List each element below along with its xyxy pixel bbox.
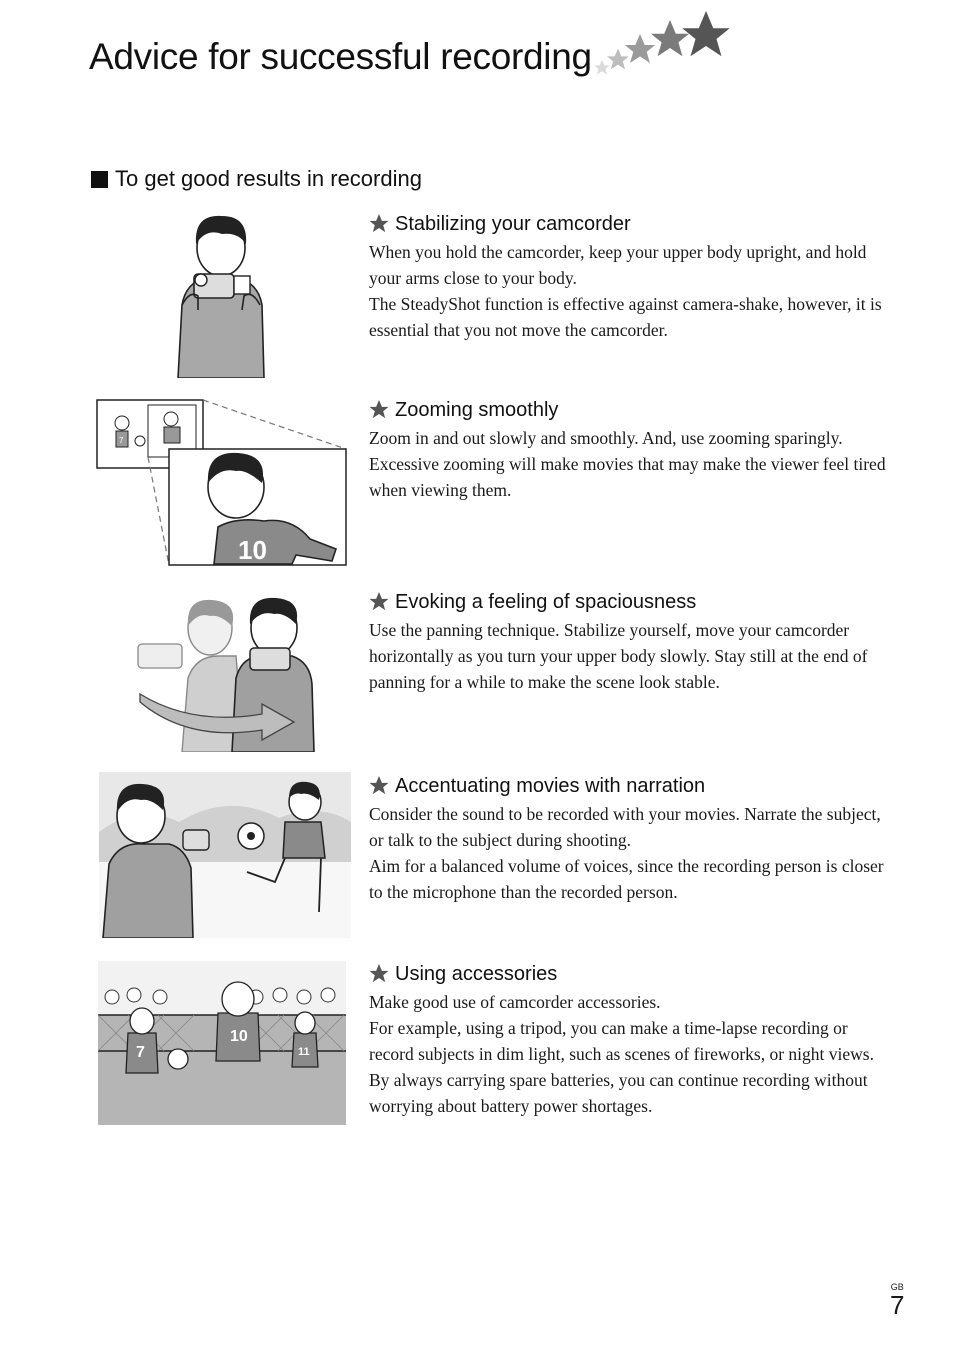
item-narration [369, 773, 889, 905]
jersey-10-large: 10 [238, 535, 267, 565]
section-heading-text: To get good results in recording [115, 166, 422, 191]
jersey-11-label: 11 [298, 1046, 310, 1058]
paragraph: Use the panning technique. Stabilize yourself, move your camcorder horizontally as you turn your upper body slowly. Stay still at the end of panning for a while to make the scene look stable. [369, 620, 868, 692]
square-bullet-icon [91, 171, 108, 188]
item-heading-text: Accentuating movies with narration [395, 774, 706, 797]
panning-illustration [132, 592, 316, 752]
title-stars-icon [590, 10, 735, 80]
jersey-7-small: 7 [119, 436, 124, 445]
item-heading-text: Zooming smoothly [395, 398, 559, 421]
item-heading-text: Using accessories [395, 962, 558, 985]
accessories-illustration [98, 961, 346, 1125]
item-heading [369, 211, 889, 237]
paragraph: For example, using a tripod, you can make a time-lapse recording or record subjects in dim light, such as scenes of fireworks, or night views. By always carrying spare batteries, you can continue recording without worrying about battery power shortages. [369, 1018, 874, 1116]
zooming-illustration [96, 399, 348, 567]
page-title: Advice for successful recording [89, 36, 592, 77]
star-icon [368, 213, 390, 235]
region-code: GB [890, 1282, 904, 1292]
paragraph: Consider the sound to be recorded with your movies. Narrate the subject, or talk to the subject during shooting. [369, 804, 881, 850]
item-zooming [369, 397, 889, 503]
stabilizing-illustration [176, 210, 266, 378]
section-heading [91, 166, 422, 192]
star-icon [368, 591, 390, 613]
paragraph: Zoom in and out slowly and smoothly. And, use zooming sparingly. Excessive zooming will make movies that may make the viewer feel tired when viewing them. [369, 428, 886, 500]
paragraph: Aim for a balanced volume of voices, since the recording person is closer to the microphone than the recorded person. [369, 856, 884, 902]
item-heading [369, 773, 889, 799]
item-stabilizing [369, 211, 889, 343]
item-spaciousness [369, 589, 889, 695]
item-heading [369, 397, 889, 423]
item-heading [369, 961, 889, 987]
paragraph: When you hold the camcorder, keep your upper body upright, and hold your arms close to your body. [369, 242, 867, 288]
item-heading-text: Stabilizing your camcorder [395, 212, 631, 235]
item-accessories [369, 961, 889, 1119]
jersey-10-label: 10 [230, 1028, 248, 1045]
page-footer [890, 1282, 904, 1318]
paragraph: The SteadyShot function is effective against camera-shake, however, it is essential that you not move the camcorder. [369, 294, 882, 340]
star-icon [368, 963, 390, 985]
narration-illustration [99, 772, 351, 938]
page-number: 7 [890, 1290, 905, 1320]
jersey-7-label: 7 [136, 1044, 145, 1061]
item-heading [369, 589, 889, 615]
star-icon [368, 399, 390, 421]
item-heading-text: Evoking a feeling of spaciousness [395, 590, 697, 613]
paragraph: Make good use of camcorder accessories. [369, 992, 661, 1012]
star-icon [368, 775, 390, 797]
